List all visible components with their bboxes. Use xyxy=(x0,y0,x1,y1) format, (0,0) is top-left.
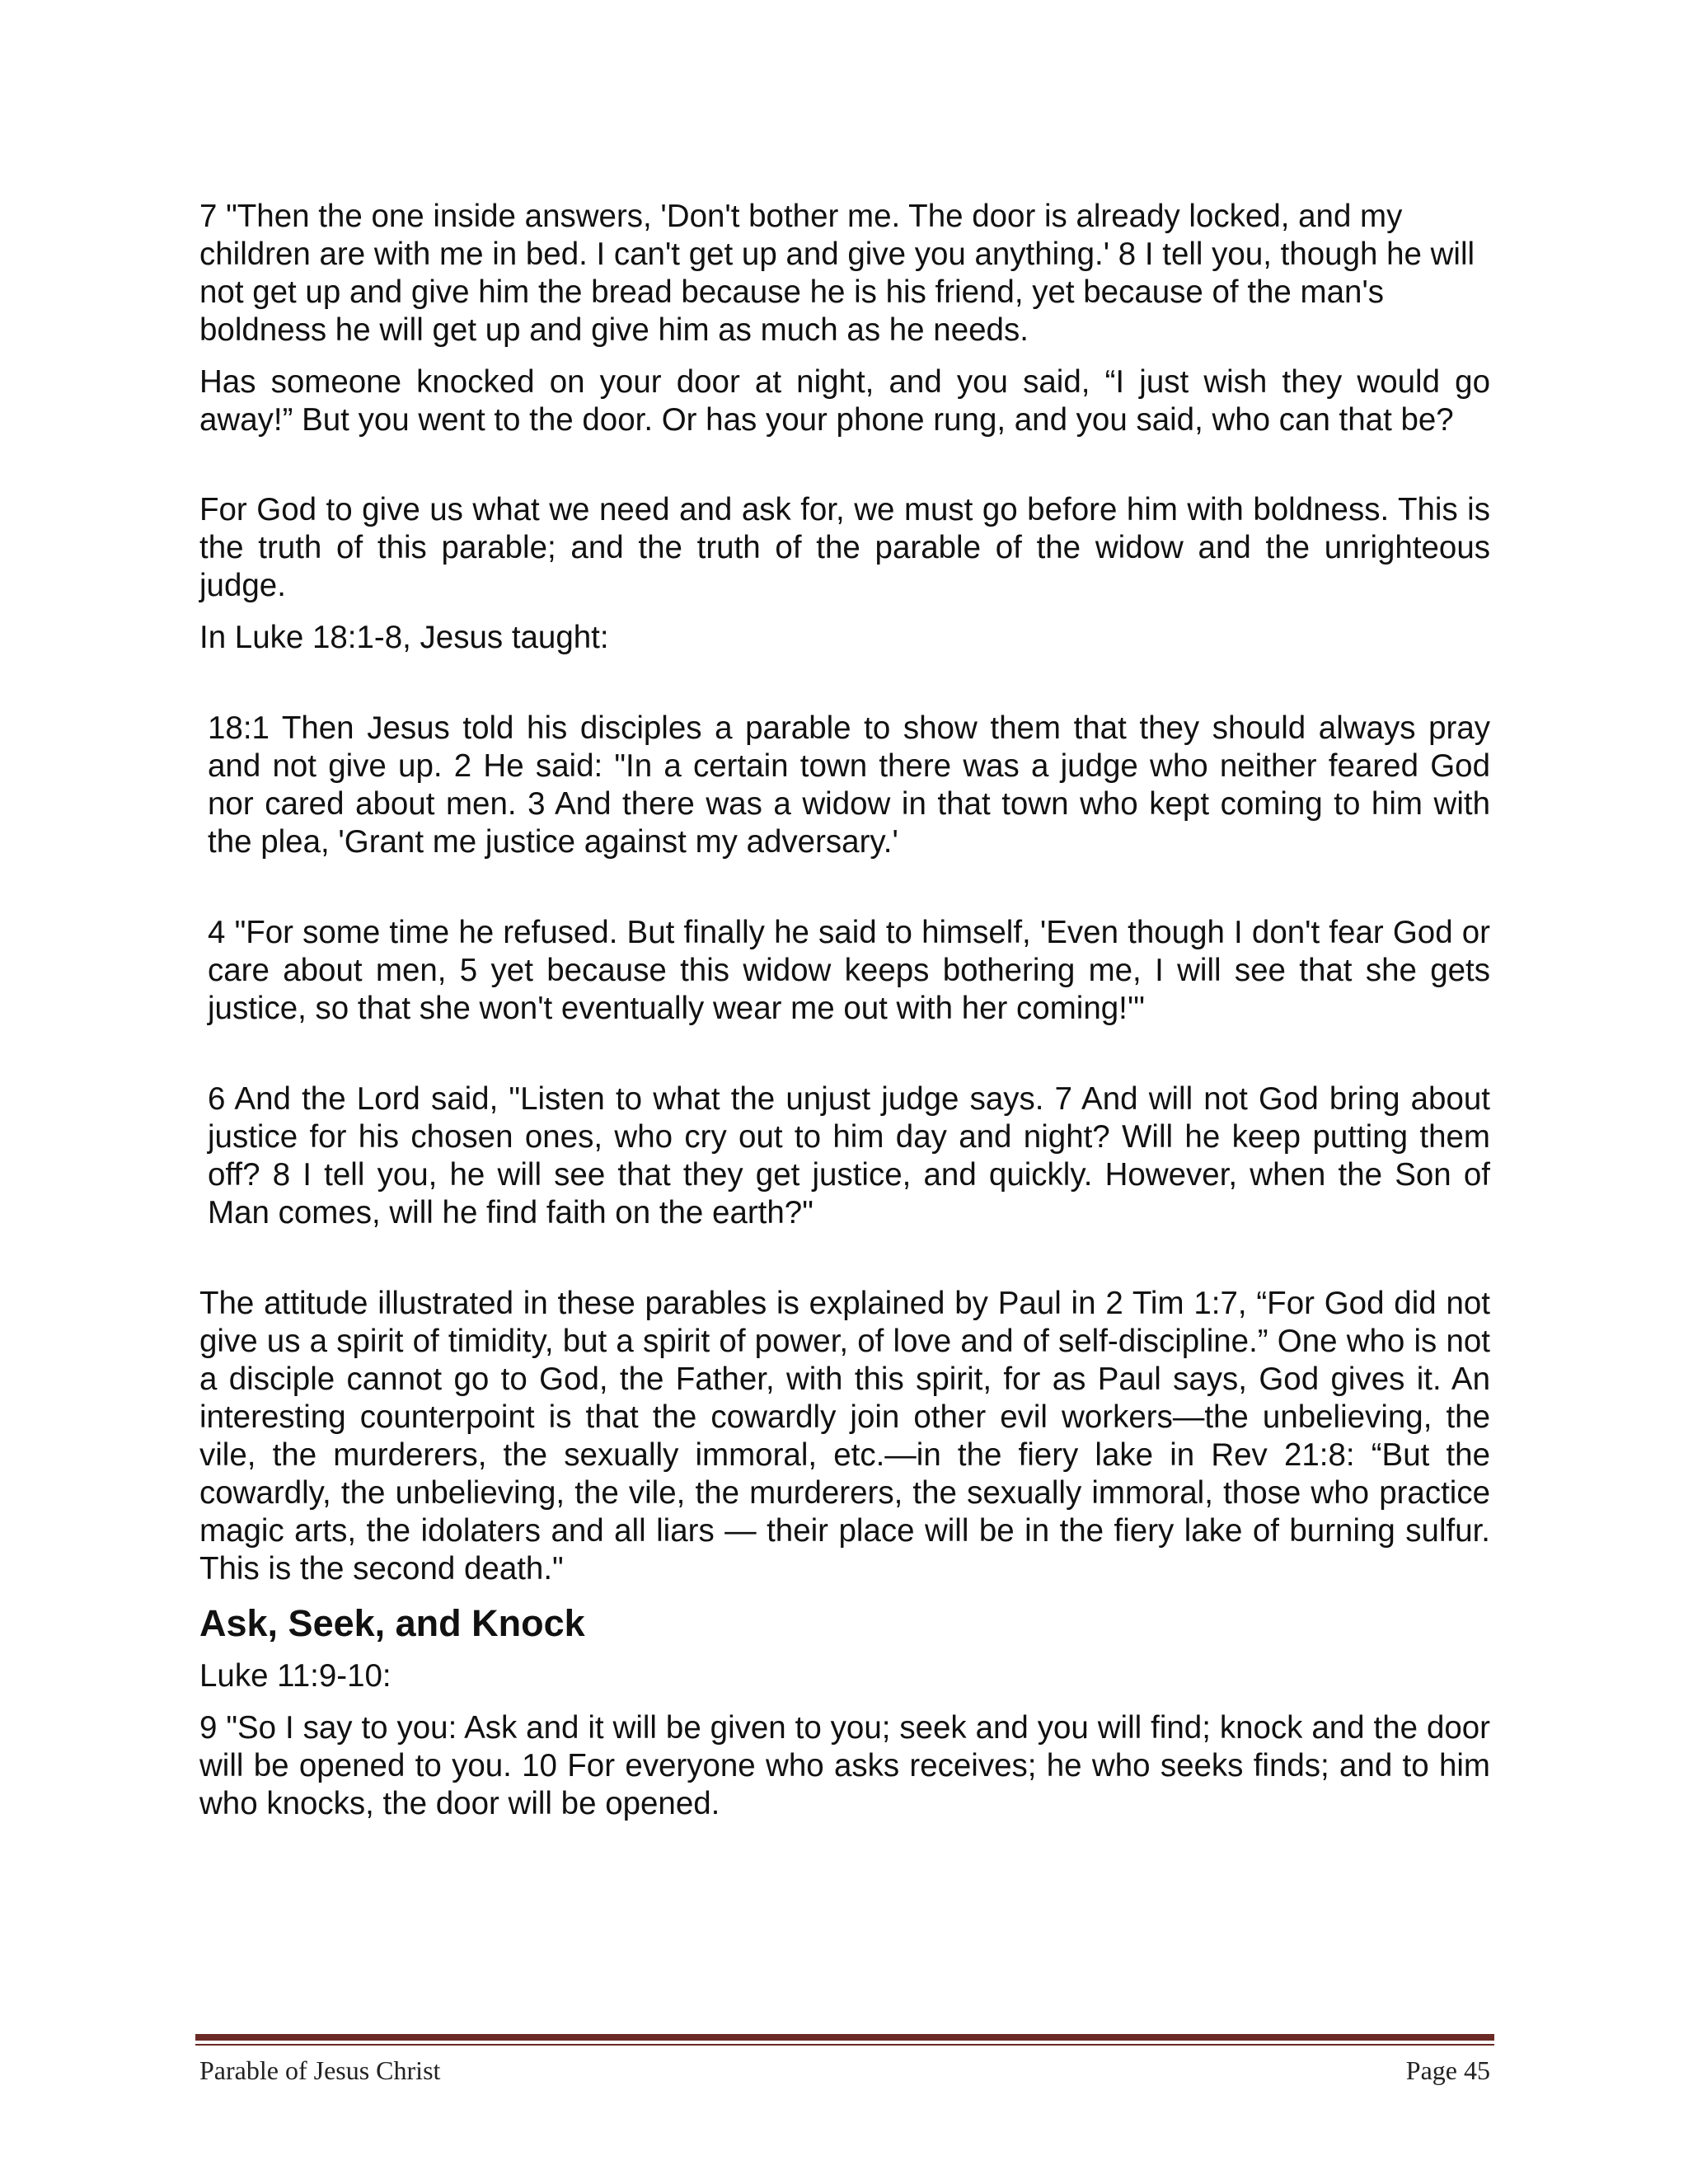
paragraph-attitude: The attitude illustrated in these parables is explained by Paul in 2 Tim 1:7, “For God did not give us a spirit of timidity, but a spirit of power, of love and of self-discipline.” One who is not a disciple cannot go to God, the Father, with this spirit, for as Paul says, God gives it. An interesting counterpoint is that the cowardly join other evil workers—the unbelieving, the vile, the murderers, the sexually immoral, etc.—in the fiery lake in Rev 21:8: “But the cowardly, the unbelieving, the vile, the murderers, the sexually immoral, those who practice magic arts, the idolaters and all liars — their place will be in the fiery lake of burning sulfur. This is the second death." xyxy=(199,1286,1490,1586)
section-heading: Ask, Seek, and Knock xyxy=(199,1602,585,1644)
paragraph-ask-seek-knock: 9 "So I say to you: Ask and it will be given to you; seek and you will find; knock and the door will be opened to you. 10 For everyone who asks receives; he who seeks finds; and to him who knocks, the door will be opened. xyxy=(199,1710,1490,1821)
page-number: Page 45 xyxy=(1405,2055,1490,2085)
page-content xyxy=(199,198,1490,1823)
footer-rule xyxy=(195,2034,1494,2041)
paragraph-luke-11: Luke 11:9-10: xyxy=(199,1658,392,1694)
quote-luke-18-6: 6 And the Lord said, "Listen to what the unjust judge says. 7 And will not God bring about justice for his chosen ones, who cry out to him day and night? Will he keep putting them off? 8 I tell you, he will see that they get justice, and quickly. However, when the Son of Man comes, will he find faith on the earth?" xyxy=(208,1081,1490,1230)
footer-title: Parable of Jesus Christ xyxy=(199,2055,441,2085)
paragraph-boldness: For God to give us what we need and ask for, we must go before him with boldness. This is the truth of this parable; and the truth of the parable of the widow and the unrighteous judge. xyxy=(199,492,1490,603)
paragraph-luke-intro: In Luke 18:1-8, Jesus taught: xyxy=(199,620,609,655)
paragraph-knocked-door: Has someone knocked on your door at night, and you said, “I just wish they would go away!” But you went to the door. Or has your phone rung, and you said, who can that be? xyxy=(199,364,1490,438)
quote-luke-18-4: 4 "For some time he refused. But finally he said to himself, 'Even though I don't fear God or care about men, 5 yet because this widow keeps bothering me, I will see that she gets justice, so that she won't eventually wear me out with her coming!'" xyxy=(208,915,1490,1026)
footer-rule-thin xyxy=(195,2044,1494,2046)
quote-luke-18-1: 18:1 Then Jesus told his disciples a parable to show them that they should always pray and not give up. 2 He said: "In a certain town there was a judge who neither feared God nor cared about men. 3 And there was a widow in that town who kept coming to him with the plea, 'Grant me justice against my adversary.' xyxy=(208,710,1490,860)
paragraph-verse-7-8: 7 "Then the one inside answers, 'Don't bother me. The door is already locked, and my children are with me in bed. I can't get up and give you anything.' 8 I tell you, though he will not get up and give him the bread because he is his friend, yet because of the man's boldness he will get up and give him as much as he needs. xyxy=(199,199,1475,348)
